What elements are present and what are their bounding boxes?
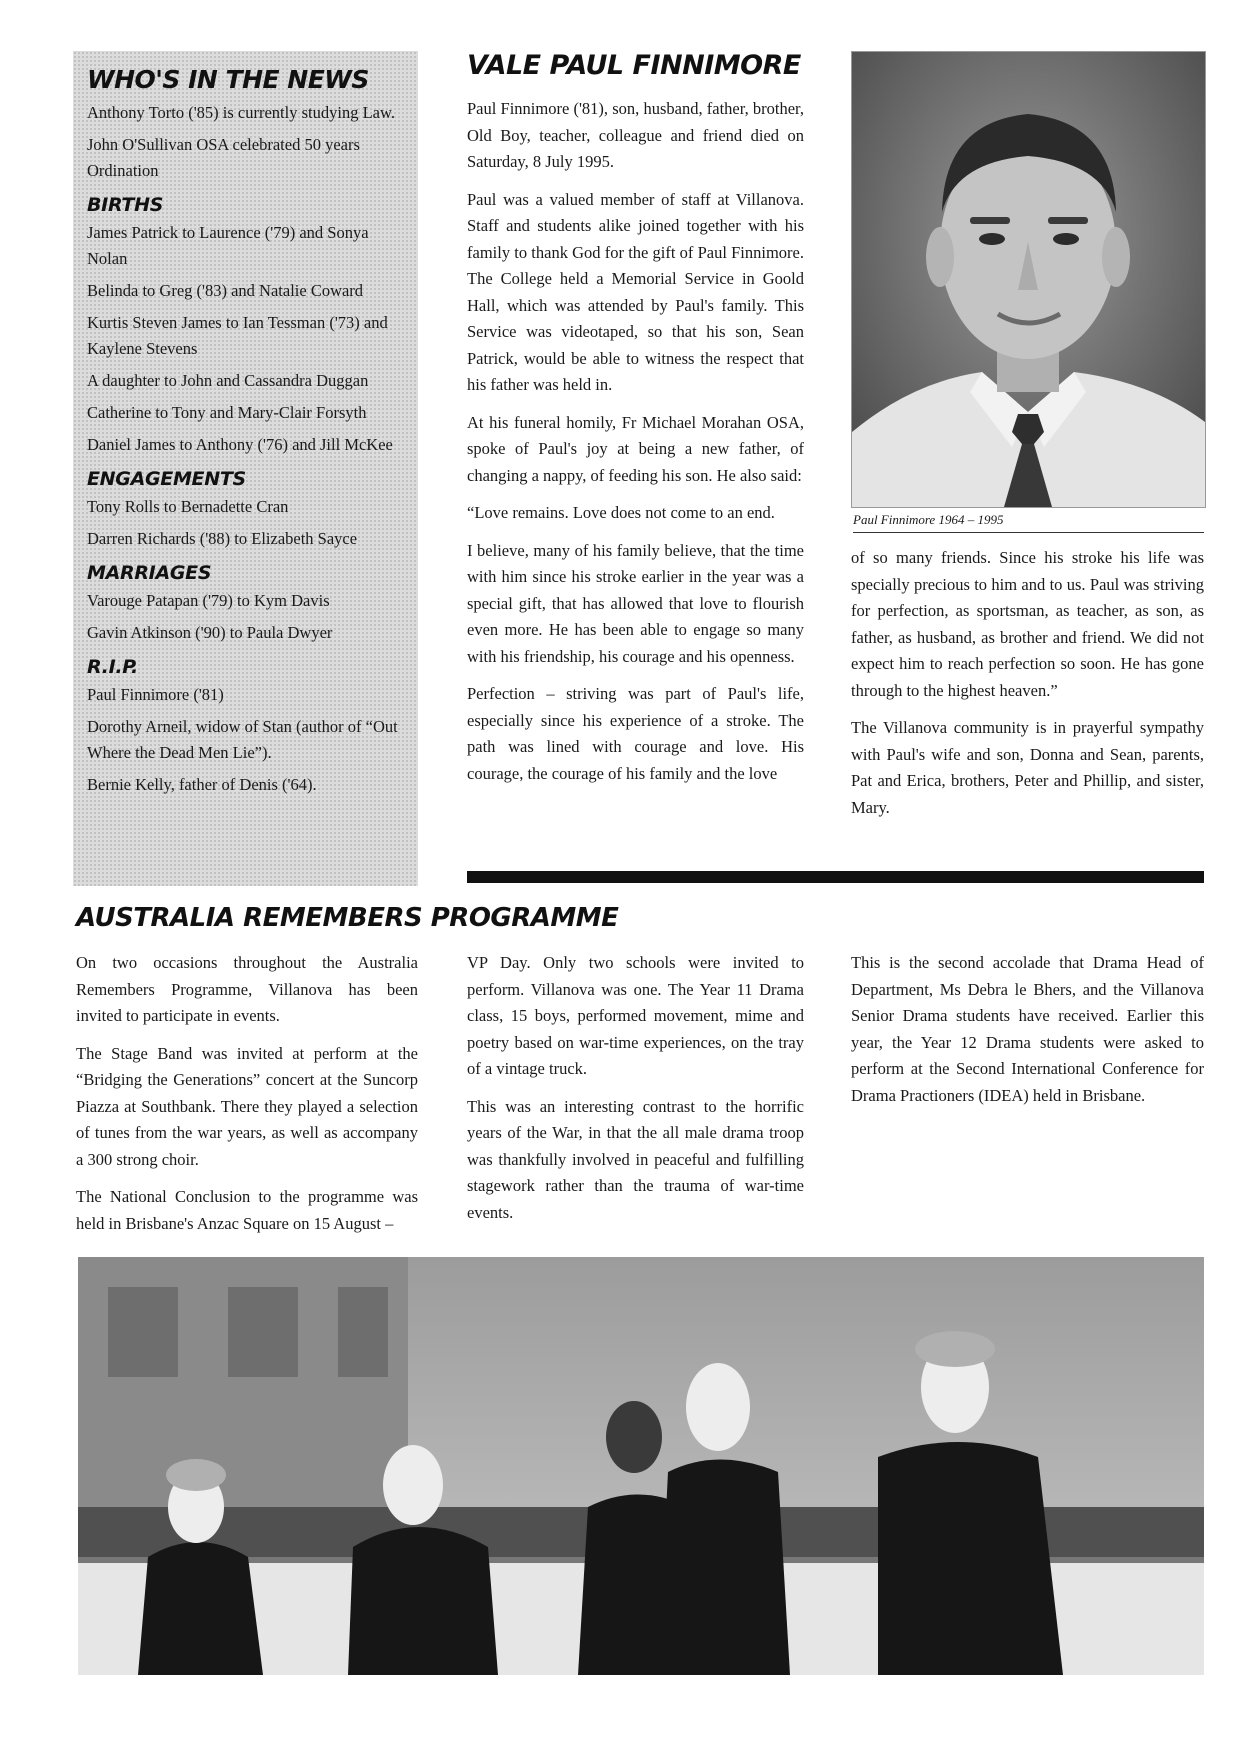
engagement-item: Tony Rolls to Bernadette Cran [87, 497, 289, 516]
portrait-illustration [852, 52, 1205, 507]
vale-quote: “Love remains. Love does not come to an end. [467, 503, 775, 522]
rip-item: Paul Finnimore ('81) [87, 685, 224, 704]
news-item: Anthony Torto ('85) is currently studying Law. [87, 103, 395, 122]
birth-item: James Patrick to Laurence ('79) and Sonya Nolan [87, 223, 369, 268]
birth-item: Kurtis Steven James to Ian Tessman ('73) and Kaylene Stevens [87, 313, 388, 358]
whos-in-the-news-box [73, 51, 418, 886]
rip-item: Dorothy Arneil, widow of Stan (author of “Out Where the Dead Men Lie”). [87, 717, 398, 762]
vale-paragraph: of so many friends. Since his stroke his life was specially precious to him and to us. Paul was striving for perfection, as sportsman, as teacher, as son, as father, as husband, as brother and friend. We did not expect him to reach perfection so soon. He has gone through to the highest heaven.” [851, 548, 1204, 700]
vale-paragraph: At his funeral homily, Fr Michael Morahan OSA, spoke of Paul's joy at being a new father, of changing a nappy, of feeding his son. He also said: [467, 412, 804, 485]
section-divider-bar [467, 871, 1204, 883]
rip-item: Bernie Kelly, father of Denis ('64). [87, 775, 317, 794]
birth-item: Belinda to Greg ('83) and Natalie Coward [87, 281, 364, 300]
aus-column-1 [76, 950, 418, 1248]
marriage-item: Gavin Atkinson ('90) to Paula Dwyer [87, 623, 333, 642]
marriages-heading: MARRIAGES [87, 562, 212, 584]
aus-paragraph: The National Conclusion to the programme was held in Brisbane's Anzac Square on 15 August – [76, 1187, 418, 1233]
marriage-item: Varouge Patapan ('79) to Kym Davis [87, 591, 330, 610]
aus-paragraph: VP Day. Only two schools were invited to perform. Villanova was one. The Year 11 Drama class, 15 boys, performed movement, mime and poetry based on war-time experiences, on the tray of a vintage truck. [467, 953, 804, 1078]
aus-column-3 [851, 950, 1204, 1120]
vale-paragraph: The Villanova community is in prayerful sympathy with Paul's wife and son, Donna and Sean, parents, Pat and Erica, brothers, Peter and Phillip, and sister, Mary. [851, 718, 1204, 817]
drama-photo-illustration [78, 1257, 1204, 1675]
vale-paragraph: Paul Finnimore ('81), son, husband, father, brother, Old Boy, teacher, colleague and friend died on Saturday, 8 July 1995. [467, 99, 804, 171]
engagement-item: Darren Richards ('88) to Elizabeth Sayce [87, 529, 358, 548]
vale-paragraph: Paul was a valued member of staff at Villanova. Staff and students alike joined together with his family to thank God for the gift of Paul Finnimore. The College held a Memorial Service in Goold Hall, which was attended by Paul's family. This Service was videotaped, so that his son, Sean Patrick, would be able to witness the respect that his father was held in. [467, 189, 804, 394]
vale-quote: I believe, many of his family believe, that the time with him since his stroke earlier in the year was a special gift, that has allowed that love to flourish even more. He has been able to engage so many with his friendship, his courage and his openness. [467, 540, 804, 666]
australia-remembers-heading: AUSTRALIA REMEMBERS PROGRAMME [76, 903, 619, 933]
aus-paragraph: The Stage Band was invited at perform at the “Bridging the Generations” concert at the Suncorp Piazza at Southbank. There they played a selection of tunes from the war years, as well as accompany a 300 strong choir. [76, 1043, 418, 1169]
aus-paragraph: This was an interesting contrast to the horrific years of the War, in that the all male drama troop was thankfully involved in peaceful and fulfilling stagework rather than the trauma of war-time events. [467, 1096, 804, 1222]
engagements-heading: ENGAGEMENTS [87, 468, 246, 490]
birth-item: Catherine to Tony and Mary-Clair Forsyth [87, 403, 367, 422]
vale-heading: VALE PAUL FINNIMORE [467, 50, 801, 81]
aus-paragraph: On two occasions throughout the Australia Remembers Programme, Villanova has been invited to participate in events. [76, 953, 418, 1025]
portrait-photo [851, 51, 1206, 508]
drama-performance-photo [78, 1257, 1204, 1675]
birth-item: A daughter to John and Cassandra Duggan [87, 371, 369, 390]
whos-in-the-news-title: WHO'S IN THE NEWS [87, 65, 369, 94]
birth-item: Daniel James to Anthony ('76) and Jill McKee [87, 435, 393, 454]
vale-column-1 [467, 96, 804, 798]
news-item: John O'Sullivan OSA celebrated 50 years Ordination [87, 135, 360, 180]
portrait-caption: Paul Finnimore 1964 – 1995 [853, 512, 1204, 533]
vale-column-2 [851, 545, 1204, 832]
aus-paragraph: This is the second accolade that Drama Head of Department, Ms Debra le Bhers, and the Villanova Senior Drama students have received. Earlier this year, the Year 12 Drama students were asked to perform at the Second International Conference for Drama Practioners (IDEA) held in Brisbane. [851, 953, 1204, 1105]
rip-heading: R.I.P. [87, 656, 138, 678]
vale-quote: Perfection – striving was part of Paul's life, especially since his experience of a stroke. The path was lined with courage and love. His courage, the courage of his family and the love [467, 684, 804, 783]
aus-column-2 [467, 950, 804, 1237]
births-heading: BIRTHS [87, 194, 164, 216]
